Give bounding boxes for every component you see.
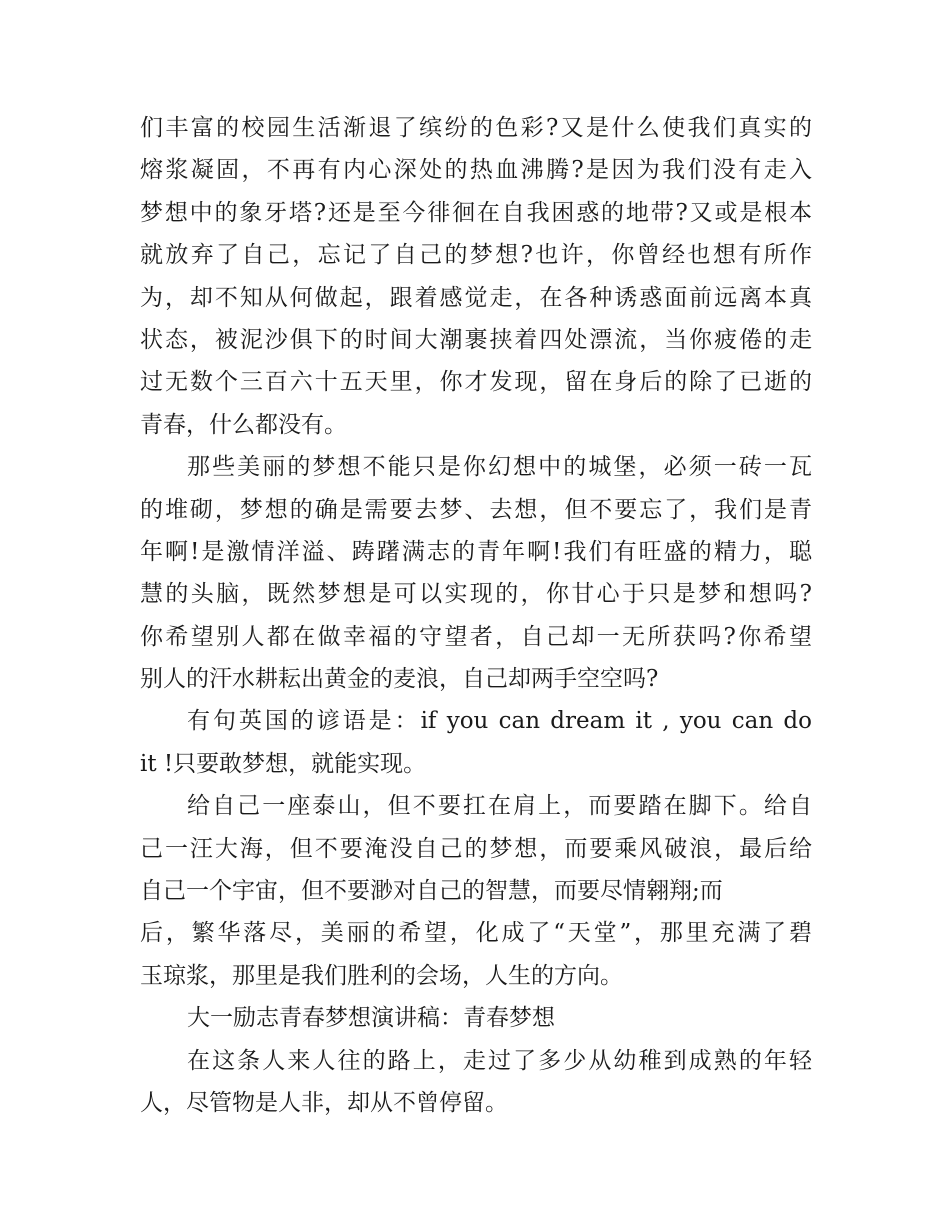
text-line: 那些美丽的梦想不能只是你幻想中的城堡，必须一砖一瓦 <box>187 454 812 481</box>
text-line: 玉琼浆，那里是我们胜利的会场，人生的方向。 <box>140 962 623 989</box>
section-heading: 大一励志青春梦想演讲稿：青春梦想 <box>187 1005 555 1032</box>
document-body <box>140 107 812 1124</box>
text-line: 过无数个三百六十五天里，你才发现，留在身后的除了已逝的 <box>140 369 812 396</box>
text-line: 们丰富的校园生活渐退了缤纷的色彩?又是什么使我们真实的 <box>140 115 812 141</box>
text-line: 慧的头脑，既然梦想是可以实现的，你甘心于只是梦和想吗? <box>140 581 812 608</box>
text-line: 你希望别人都在做幸福的守望者，自己却一无所获吗?你希望 <box>140 623 812 650</box>
text-line: 有句英国的谚语是：if you can dream it , you can do <box>187 708 812 735</box>
text-line: 后，繁华落尽，美丽的希望，化成了“天堂”，那里充满了碧 <box>140 920 812 947</box>
text-line: 在这条人来人往的路上，走过了多少从幼稚到成熟的年轻 <box>187 1047 812 1074</box>
text-line: 人，尽管物是人非，却从不曾停留。 <box>140 1089 508 1116</box>
text-line: 年啊!是激情洋溢、踌躇满志的青年啊!我们有旺盛的精力，聪 <box>140 538 812 565</box>
text-line: 别人的汗水耕耘出黄金的麦浪，自己却两手空空吗? <box>140 666 659 693</box>
text-line: 梦想中的象牙塔?还是至今徘徊在自我困惑的地带?又或是根本 <box>140 199 812 226</box>
text-line: 青春，什么都没有。 <box>140 411 347 438</box>
text-line: 己一汪大海，但不要淹没自己的梦想，而要乘风破浪，最后给 <box>140 835 812 862</box>
text-line: 就放弃了自己，忘记了自己的梦想?也许，你曾经也想有所作 <box>140 242 812 269</box>
text-line: it !只要敢梦想，就能实现。 <box>140 750 427 777</box>
text-line: 给自己一座泰山，但不要扛在肩上，而要踏在脚下。给自 <box>187 793 812 820</box>
text-line: 熔浆凝固，不再有内心深处的热血沸腾?是因为我们没有走入 <box>140 157 812 184</box>
text-line: 状态，被泥沙俱下的时间大潮裹挟着四处漂流，当你疲倦的走 <box>140 326 812 353</box>
text-line: 为，却不知从何做起，跟着感觉走，在各种诱惑面前远离本真 <box>140 284 812 311</box>
text-line: 的堆砌，梦想的确是需要去梦、去想，但不要忘了，我们是青 <box>140 496 812 523</box>
text-line: 自己一个宇宙，但不要渺对自己的智慧，而要尽情翱翔;而 <box>140 878 723 905</box>
